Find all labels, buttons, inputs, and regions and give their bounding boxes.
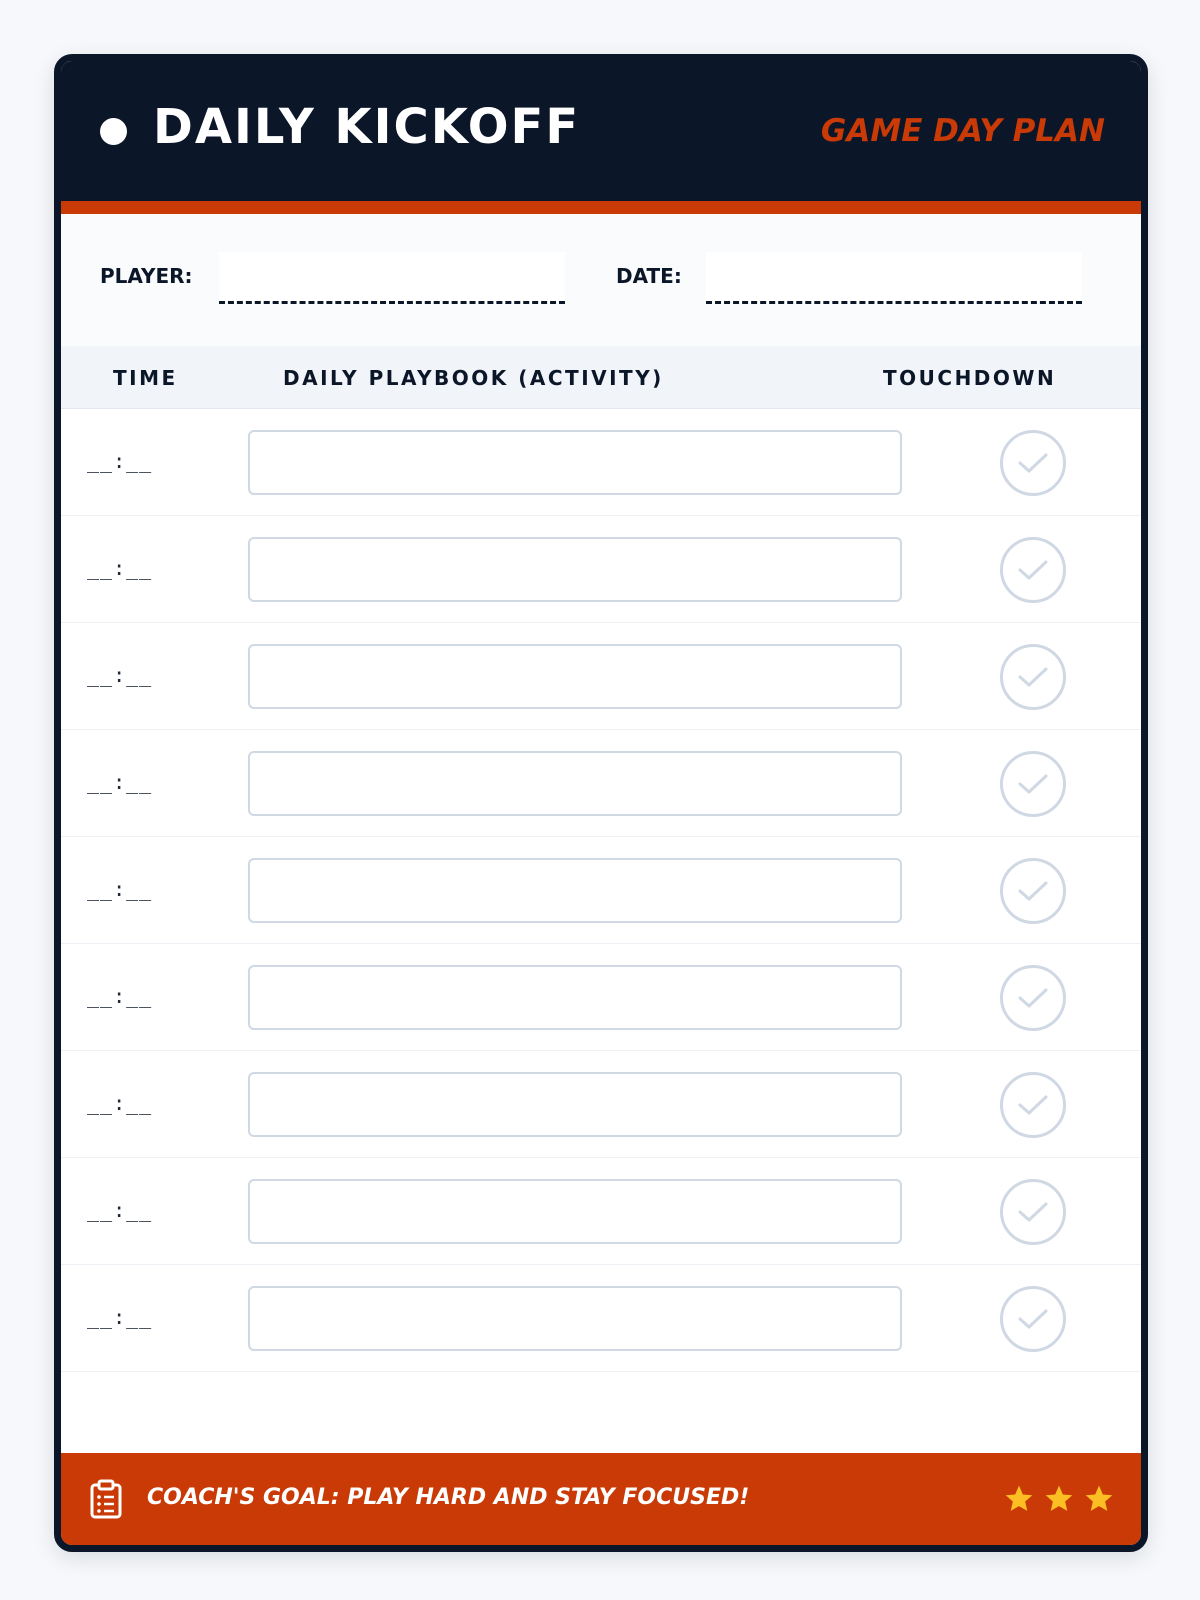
table-row: [61, 1051, 1141, 1158]
table-row: [61, 1158, 1141, 1265]
table-row: [61, 730, 1141, 837]
checkmark-icon: [1016, 664, 1050, 690]
time-slot[interactable]: __:__: [87, 1305, 153, 1329]
time-slot[interactable]: __:__: [87, 663, 153, 687]
checkmark-icon: [1016, 878, 1050, 904]
touchdown-checkbox[interactable]: [1000, 1179, 1066, 1245]
activity-input[interactable]: [248, 858, 902, 923]
header-dot-icon: [100, 118, 127, 145]
touchdown-checkbox[interactable]: [1000, 1072, 1066, 1138]
touchdown-checkbox[interactable]: [1000, 430, 1066, 496]
touchdown-checkbox[interactable]: [1000, 965, 1066, 1031]
star-icon: [1043, 1483, 1075, 1519]
checkmark-icon: [1016, 985, 1050, 1011]
star-icon: [1083, 1483, 1115, 1519]
time-slot[interactable]: __:__: [87, 1198, 153, 1222]
table-row: [61, 1265, 1141, 1372]
page-subtitle: GAME DAY PLAN: [820, 113, 1105, 149]
column-header-activity: DAILY PLAYBOOK (ACTIVITY): [283, 366, 664, 390]
star-icon: [1003, 1483, 1035, 1519]
table-row: [61, 623, 1141, 730]
planner-card: [54, 54, 1148, 1552]
activity-input[interactable]: [248, 1286, 902, 1351]
page-title: DAILY KICKOFF: [153, 99, 581, 155]
activity-input[interactable]: [248, 430, 902, 495]
touchdown-checkbox[interactable]: [1000, 537, 1066, 603]
activity-input[interactable]: [248, 751, 902, 816]
schedule-rows: [61, 409, 1141, 1372]
checkmark-icon: [1016, 557, 1050, 583]
time-slot[interactable]: __:__: [87, 556, 153, 580]
time-slot[interactable]: __:__: [87, 984, 153, 1008]
header: [61, 61, 1141, 201]
time-slot[interactable]: __:__: [87, 449, 153, 473]
checkmark-icon: [1016, 771, 1050, 797]
activity-input[interactable]: [248, 644, 902, 709]
column-header-touchdown: TOUCHDOWN: [883, 366, 1057, 390]
accent-divider: [61, 201, 1141, 214]
date-label: DATE:: [616, 264, 682, 288]
table-row: [61, 409, 1141, 516]
table-row: [61, 837, 1141, 944]
checkmark-icon: [1016, 450, 1050, 476]
date-input[interactable]: [706, 252, 1082, 304]
time-slot[interactable]: __:__: [87, 1091, 153, 1115]
touchdown-checkbox[interactable]: [1000, 644, 1066, 710]
table-header: [61, 346, 1141, 409]
activity-input[interactable]: [248, 1179, 902, 1244]
table-row: [61, 944, 1141, 1051]
player-label: PLAYER:: [100, 264, 193, 288]
activity-input[interactable]: [248, 1072, 902, 1137]
checkmark-icon: [1016, 1306, 1050, 1332]
time-slot[interactable]: __:__: [87, 770, 153, 794]
table-row: [61, 516, 1141, 623]
touchdown-checkbox[interactable]: [1000, 1286, 1066, 1352]
touchdown-checkbox[interactable]: [1000, 858, 1066, 924]
column-header-time: TIME: [113, 366, 178, 390]
checkmark-icon: [1016, 1092, 1050, 1118]
clipboard-icon: [89, 1479, 123, 1523]
time-slot[interactable]: __:__: [87, 877, 153, 901]
touchdown-checkbox[interactable]: [1000, 751, 1066, 817]
activity-input[interactable]: [248, 965, 902, 1030]
footer-banner: [61, 1453, 1141, 1545]
coach-goal-text: COACH'S GOAL: PLAY HARD AND STAY FOCUSED!: [147, 1485, 750, 1510]
player-input[interactable]: [219, 252, 565, 304]
checkmark-icon: [1016, 1199, 1050, 1225]
star-rating: [1003, 1483, 1115, 1519]
activity-input[interactable]: [248, 537, 902, 602]
info-fields: [61, 214, 1141, 346]
